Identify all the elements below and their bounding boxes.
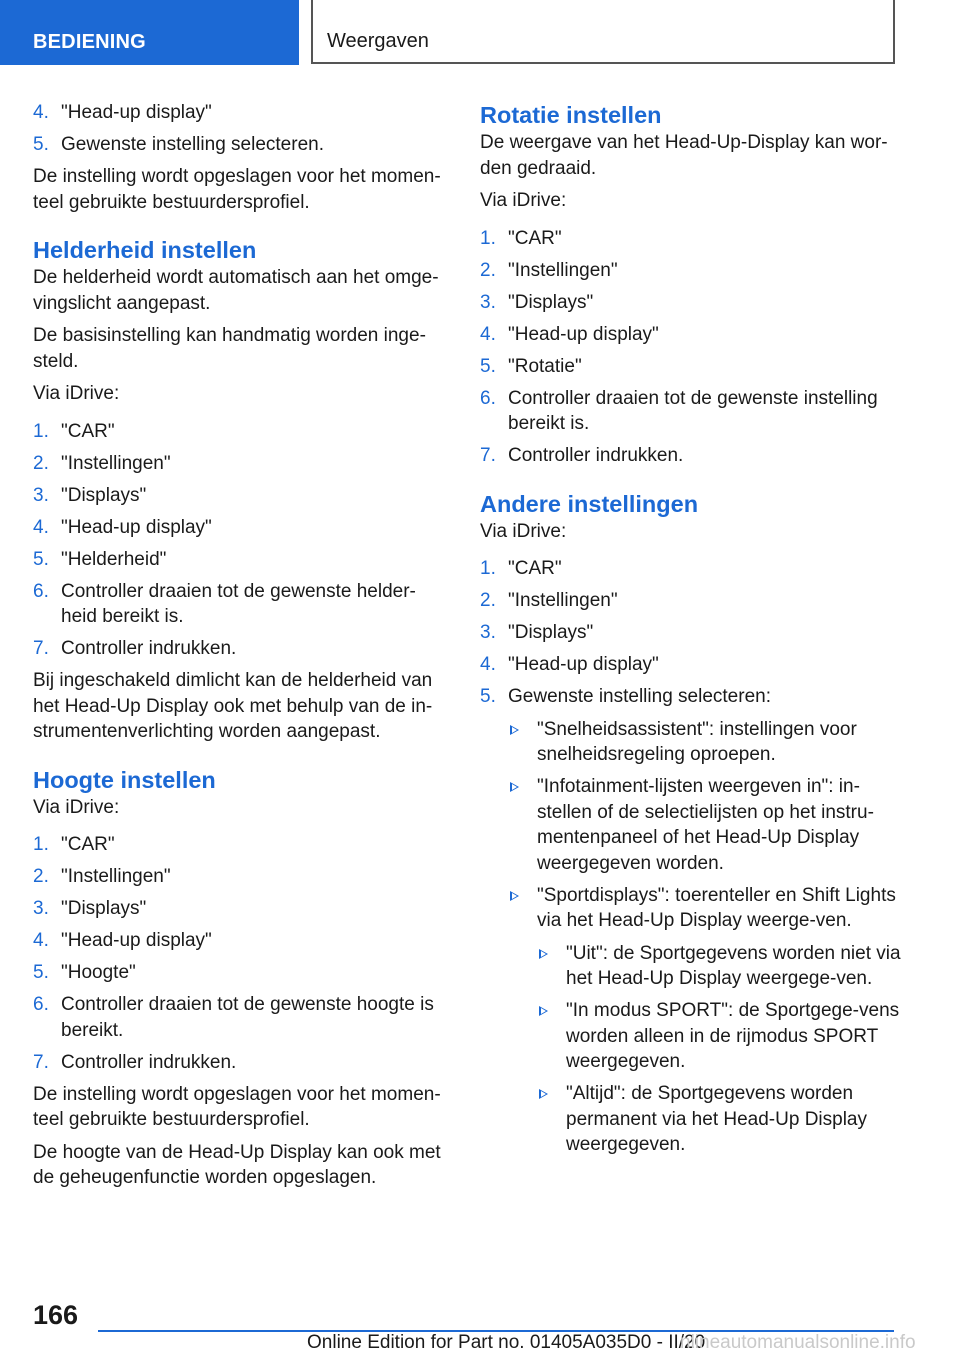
intro-steps: [33, 100, 448, 158]
page-header: [0, 0, 960, 66]
triangle-bullet-icon: [510, 782, 519, 792]
left-column: [33, 100, 448, 1198]
step-text: Controller indrukken.: [61, 1051, 237, 1073]
step-text: "Instellingen": [61, 866, 171, 887]
step-number: 5.: [33, 134, 49, 155]
list-item: [33, 451, 448, 477]
list-item: [480, 620, 910, 646]
step-number: 6.: [33, 994, 49, 1015]
step-number: 5.: [33, 548, 49, 570]
list-item: [33, 579, 448, 630]
list-item: [480, 258, 910, 284]
height-note-1: De instelling wordt opgeslagen voor het momen-teel gebruikte bestuurdersprofiel.: [33, 1083, 441, 1130]
list-item: [480, 652, 910, 678]
bullet-text: "In modus SPORT": de Sportgege-vens worden alleen in de rijmodus SPORT weergegeven.: [566, 1000, 900, 1072]
heading-rotation: Rotatie instellen: [480, 102, 662, 128]
brightness-steps: [33, 419, 448, 662]
height-via: Via iDrive:: [33, 796, 120, 818]
step-text: "Hoogte": [61, 962, 136, 983]
list-item: [33, 832, 448, 858]
right-column: [480, 100, 910, 1164]
step-text: "Instellingen": [508, 259, 618, 281]
step-number: 6.: [480, 387, 496, 409]
step-text: "Head-up display": [508, 323, 659, 345]
list-item: [480, 684, 910, 1158]
step-number: 7.: [33, 638, 49, 659]
list-item: [33, 896, 448, 922]
brightness-via: Via iDrive:: [33, 383, 120, 404]
step-number: 5.: [480, 686, 496, 707]
sub-bullet-item: [537, 998, 910, 1075]
list-item: [33, 547, 448, 573]
bullet-item: [508, 717, 910, 768]
list-item: [33, 515, 448, 541]
step-number: 2.: [33, 866, 49, 887]
step-number: 4.: [33, 516, 49, 538]
step-number: 3.: [480, 622, 496, 643]
list-item: [33, 960, 448, 986]
step-text: Gewenste instelling selecteren:: [508, 686, 771, 707]
step-number: 6.: [33, 580, 49, 602]
step-number: 1.: [480, 558, 496, 579]
chapter-title: Weergaven: [311, 0, 895, 64]
step-text: Controller draaien tot de gewenste hoogte is bereikt.: [61, 994, 434, 1041]
step-number: 4.: [33, 102, 49, 123]
step-text: Controller draaien tot de gewenste helder-heid bereikt is.: [61, 580, 416, 627]
settings-bullets: [508, 717, 910, 1158]
rotation-via: Via iDrive:: [480, 190, 567, 211]
step-text: "Displays": [61, 898, 147, 919]
triangle-bullet-icon: [539, 1006, 548, 1016]
step-text: "Instellingen": [508, 590, 618, 611]
triangle-bullet-icon: [539, 949, 548, 959]
list-item: [33, 132, 448, 158]
triangle-bullet-icon: [510, 725, 519, 735]
step-number: 2.: [480, 590, 496, 611]
other-via: Via iDrive:: [480, 520, 567, 542]
step-number: 3.: [33, 484, 49, 506]
sub-bullet-item: [537, 941, 910, 992]
step-text: "CAR": [61, 420, 115, 442]
step-number: 1.: [480, 227, 496, 249]
rotation-para: De weergave van het Head-Up-Display kan wor-den gedraaid.: [480, 132, 888, 179]
list-item: [33, 100, 448, 126]
sport-sub-bullets: [537, 941, 910, 1158]
step-text: "Displays": [508, 622, 594, 643]
heading-brightness: Helderheid instellen: [33, 237, 257, 263]
page-footer: [0, 1290, 960, 1362]
bullet-item: [508, 883, 910, 1158]
step-text: "Rotatie": [508, 355, 582, 377]
step-text: Gewenste instelling selecteren.: [61, 134, 324, 155]
step-text: "CAR": [508, 227, 562, 249]
step-text: "CAR": [508, 558, 562, 579]
list-item: [33, 928, 448, 954]
step-text: Controller draaien tot de gewenste instelling bereikt is.: [508, 387, 878, 434]
step-text: "Displays": [508, 291, 594, 313]
step-number: 4.: [33, 930, 49, 951]
step-text: "Helderheid": [61, 548, 167, 570]
brightness-para-1: De helderheid wordt automatisch aan het omge-vingslicht aangepast.: [33, 267, 439, 314]
page-number: 166: [33, 1300, 79, 1330]
list-item: [33, 992, 448, 1043]
list-item: [480, 322, 910, 348]
step-number: 5.: [480, 355, 496, 377]
step-number: 7.: [33, 1051, 49, 1073]
step-text: "Head-up display": [508, 654, 659, 675]
height-steps: [33, 832, 448, 1075]
list-item: [33, 1050, 448, 1076]
sub-bullet-item: [537, 1081, 910, 1158]
brightness-note: Bij ingeschakeld dimlicht kan de helderheid van het Head-Up Display ook met behulp van de in-strumentenverlichting worden aangepast.: [33, 670, 433, 742]
step-number: 4.: [480, 654, 496, 675]
step-number: 2.: [480, 259, 496, 281]
height-note-2: De hoogte van de Head-Up Display kan ook met de geheugenfunctie worden opgeslagen.: [33, 1141, 441, 1188]
step-number: 5.: [33, 962, 49, 983]
step-text: "Instellingen": [61, 452, 171, 474]
rotation-steps: [480, 226, 910, 469]
triangle-bullet-icon: [510, 891, 519, 901]
step-text: Controller indrukken.: [508, 445, 684, 466]
step-number: 3.: [480, 291, 496, 313]
list-item: [33, 864, 448, 890]
step-text: "Head-up display": [61, 516, 212, 538]
other-steps: [480, 556, 910, 1158]
bullet-item: [508, 774, 910, 876]
list-item: [480, 386, 910, 437]
bullet-text: "Altijd": de Sportgegevens worden permanent via het Head-Up Display weergegeven.: [566, 1083, 867, 1155]
step-text: Controller indrukken.: [61, 638, 237, 659]
watermark: nlineautomanualsonline.info: [680, 1332, 916, 1353]
step-text: "Head-up display": [61, 102, 212, 123]
bullet-text: "Uit": de Sportgegevens worden niet via het Head-Up Display weergege-ven.: [566, 942, 901, 989]
bullet-text: "Snelheidsassistent": instellingen voor snelheidsregeling oproepen.: [537, 718, 857, 765]
step-number: 7.: [480, 445, 496, 466]
list-item: [480, 588, 910, 614]
step-number: 4.: [480, 323, 496, 345]
list-item: [33, 636, 448, 662]
list-item: [33, 419, 448, 445]
step-text: "CAR": [61, 834, 115, 855]
list-item: [33, 483, 448, 509]
list-item: [480, 556, 910, 582]
section-tab: BEDIENING: [0, 0, 299, 65]
step-number: 2.: [33, 452, 49, 474]
triangle-bullet-icon: [539, 1089, 548, 1099]
step-text: "Head-up display": [61, 930, 212, 951]
step-number: 3.: [33, 898, 49, 919]
list-item: [480, 226, 910, 252]
bullet-text: "Infotainment-lijsten weergeven in": in-stellen of de selectielijsten op het instru-mentenpaneel of het Head-Up Display weergegeven worden.: [537, 776, 874, 874]
step-number: 1.: [33, 420, 49, 442]
edition-text: Online Edition for Part no. 01405A035D0 - II/20: [307, 1332, 706, 1353]
heading-other: Andere instellingen: [480, 490, 699, 517]
brightness-para-2: De basisinstelling kan handmatig worden inge-steld.: [33, 325, 426, 372]
heading-height: Hoogte instellen: [33, 766, 216, 793]
list-item: [480, 354, 910, 380]
step-number: 1.: [33, 834, 49, 855]
step-text: "Displays": [61, 484, 147, 506]
list-item: [480, 290, 910, 316]
intro-note: De instelling wordt opgeslagen voor het momen-teel gebruikte bestuurdersprofiel.: [33, 166, 441, 213]
list-item: [480, 443, 910, 469]
bullet-text: "Sportdisplays": toerenteller en Shift Lights via het Head-Up Display weerge-ven.: [537, 884, 896, 931]
